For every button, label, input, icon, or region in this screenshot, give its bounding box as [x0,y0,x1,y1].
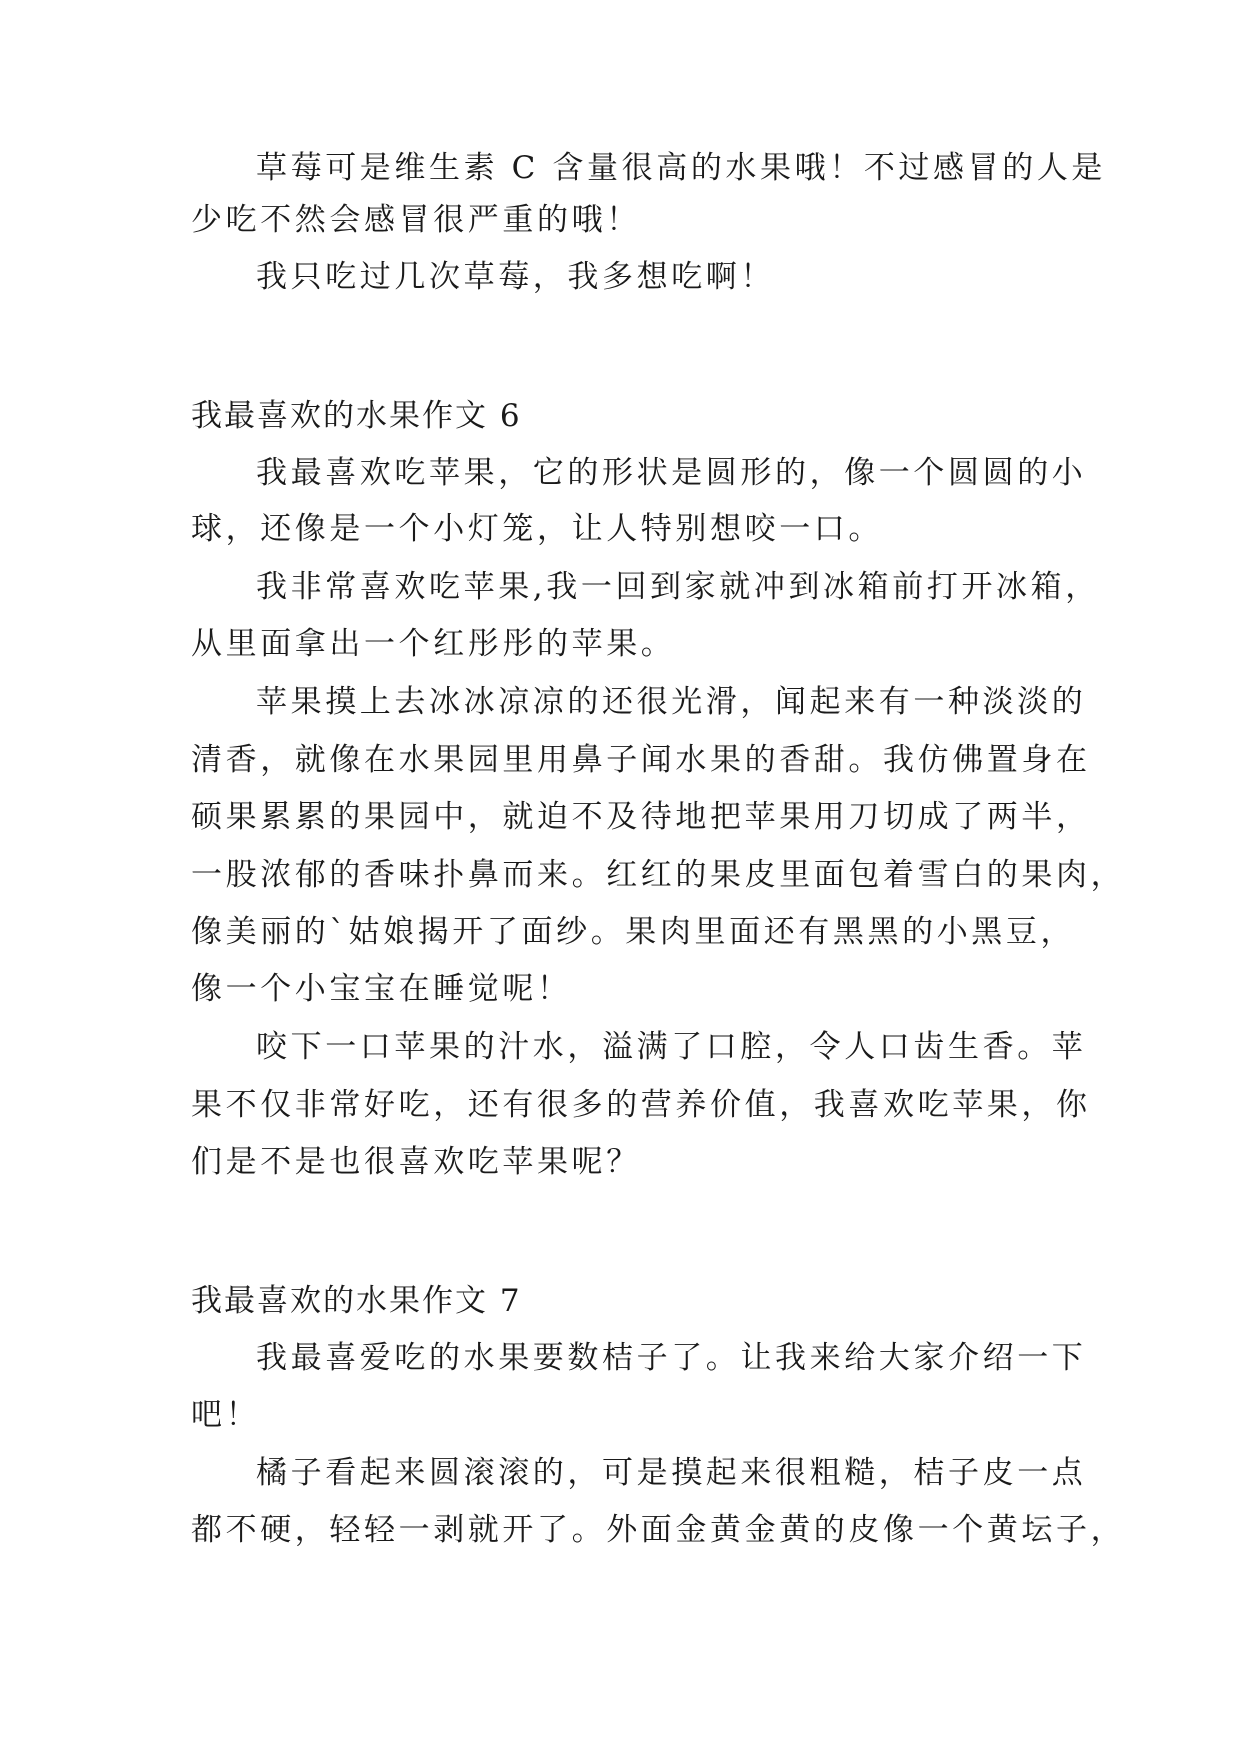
paragraph-line: 草莓可是维生素 C 含量很高的水果哦！不过感冒的人是 [256,150,1107,186]
paragraph-line: 像一个小宝宝在睡觉呢！ [191,971,572,1007]
section-heading: 我最喜欢的水果作文 7 [191,1283,522,1319]
paragraph-line: 一股浓郁的香味扑鼻而来。红红的果皮里面包着雪白的果肉， [191,857,1126,893]
paragraph-line: 从里面拿出一个红彤彤的苹果。 [191,626,676,662]
paragraph-line: 吧！ [191,1397,261,1433]
paragraph-line: 都不硬，轻轻一剥就开了。外面金黄金黄的皮像一个黄坛子， [191,1512,1126,1548]
paragraph-line: 苹果摸上去冰冰凉凉的还很光滑，闻起来有一种淡淡的 [256,684,1087,720]
paragraph-line: 少吃不然会感冒很严重的哦！ [191,202,641,238]
paragraph-line: 咬下一口苹果的汁水，溢满了口腔，令人口齿生香。苹 [256,1029,1087,1065]
paragraph-line: 我非常喜欢吃苹果,我一回到家就冲到冰箱前打开冰箱， [256,569,1100,605]
paragraph-line: 像美丽的`姑娘揭开了面纱。果肉里面还有黑黑的小黑豆， [191,914,1076,950]
paragraph-line: 我最喜爱吃的水果要数桔子了。让我来给大家介绍一下 [256,1340,1087,1376]
paragraph-line: 果不仅非常好吃，还有很多的营养价值，我喜欢吃苹果，你 [191,1087,1091,1123]
paragraph-line: 硕果累累的果园中，就迫不及待地把苹果用刀切成了两半， [191,799,1091,835]
paragraph-line: 们是不是也很喜欢吃苹果呢？ [191,1144,641,1180]
paragraph-line: 清香，就像在水果园里用鼻子闻水果的香甜。我仿佛置身在 [191,742,1091,778]
paragraph-line: 橘子看起来圆滚滚的，可是摸起来很粗糙，桔子皮一点 [256,1455,1087,1491]
paragraph-line: 我只吃过几次草莓，我多想吃啊！ [256,259,775,295]
paragraph-line: 我最喜欢吃苹果，它的形状是圆形的，像一个圆圆的小 [256,455,1087,491]
section-heading: 我最喜欢的水果作文 6 [191,398,522,434]
paragraph-line: 球，还像是一个小灯笼，让人特别想咬一口。 [191,511,883,547]
